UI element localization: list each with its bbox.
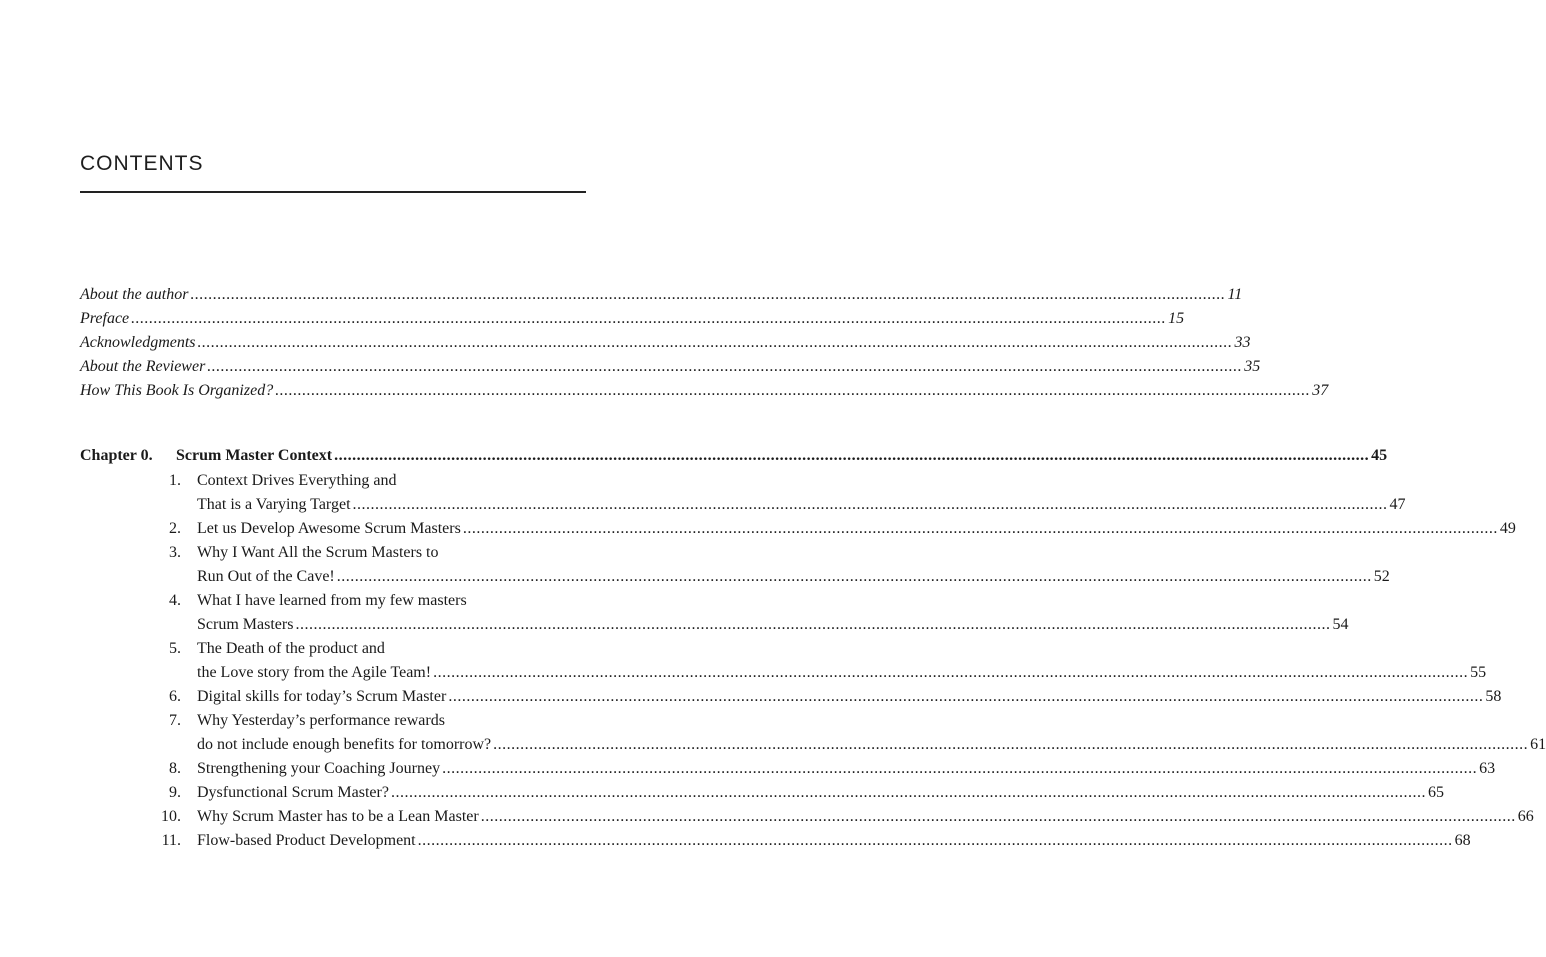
entry-page: 58 <box>1485 688 1502 705</box>
toc-entry[interactable] <box>80 757 1496 781</box>
toc-entry[interactable] <box>80 379 1329 403</box>
dot-leader <box>190 283 1225 307</box>
dot-leader <box>418 829 1453 853</box>
toc-page: 37 <box>1312 382 1329 399</box>
entry-number: 10. <box>161 808 181 825</box>
dot-leader <box>353 493 1388 517</box>
entry-number: 4. <box>169 592 181 609</box>
entry-page: 66 <box>1517 808 1534 825</box>
entry-page: 55 <box>1470 664 1487 681</box>
chapter-entry-list <box>80 469 1546 853</box>
toc-entry[interactable] <box>80 541 1390 589</box>
toc-page: 15 <box>1168 310 1185 327</box>
chapter-section <box>80 443 1546 853</box>
entry-title: the Love story from the Agile Team! <box>197 664 432 681</box>
toc-entry[interactable] <box>80 685 1502 709</box>
entry-title: Flow-based Product Development <box>197 832 416 849</box>
toc-page: 35 <box>1244 358 1261 375</box>
toc-title: Preface <box>80 310 130 327</box>
chapter-page: 45 <box>1371 447 1388 464</box>
toc-title: Acknowledgments <box>80 334 196 351</box>
toc-entry[interactable] <box>80 469 1406 517</box>
entry-number: 6. <box>169 688 181 705</box>
toc-entry[interactable] <box>80 637 1487 685</box>
toc-entry[interactable] <box>80 283 1243 307</box>
toc-entry[interactable] <box>80 805 1534 829</box>
toc-entry[interactable] <box>80 709 1546 757</box>
entry-number: 9. <box>169 784 181 801</box>
entry-title: Let us Develop Awesome Scrum Masters <box>197 520 461 537</box>
entry-title: That is a Varying Target <box>197 496 351 513</box>
toc-entry[interactable] <box>80 517 1516 541</box>
entry-page: 47 <box>1389 496 1406 513</box>
chapter-label: Chapter 0. <box>80 447 153 464</box>
dot-leader <box>337 565 1372 589</box>
dot-leader <box>493 733 1528 757</box>
entry-number: 7. <box>169 712 181 729</box>
toc-entry[interactable] <box>80 781 1444 805</box>
entry-title-line: What I have learned from my few masters <box>197 592 467 609</box>
toc-entry[interactable] <box>80 355 1261 379</box>
dot-leader <box>198 331 1233 355</box>
toc-entry[interactable] <box>80 307 1185 331</box>
entry-title-line: Why Yesterday’s performance rewards <box>197 712 445 729</box>
title-rule <box>80 191 586 193</box>
entry-title-line: The Death of the product and <box>197 640 385 657</box>
dot-leader <box>334 443 1369 469</box>
entry-number: 5. <box>169 640 181 657</box>
dot-leader <box>275 379 1310 403</box>
dot-leader <box>433 661 1468 685</box>
dot-leader <box>391 781 1426 805</box>
dot-leader <box>295 613 1330 637</box>
entry-number: 3. <box>169 544 181 561</box>
entry-title-line: Context Drives Everything and <box>197 472 397 489</box>
entry-number: 11. <box>161 832 181 849</box>
entry-number: 2. <box>169 520 181 537</box>
dot-leader <box>131 307 1166 331</box>
dot-leader <box>481 805 1516 829</box>
chapter-title: Scrum Master Context <box>176 447 333 464</box>
entry-page: 52 <box>1373 568 1390 585</box>
entry-title: Dysfunctional Scrum Master? <box>197 784 389 801</box>
dot-leader <box>207 355 1242 379</box>
toc-page: 11 <box>1227 286 1243 303</box>
page-title: CONTENTS <box>80 152 204 175</box>
toc-title: About the author <box>80 286 189 303</box>
entry-page: 63 <box>1479 760 1496 777</box>
chapter-heading[interactable] <box>80 443 1388 469</box>
toc-entry[interactable] <box>80 829 1471 853</box>
toc-title: How This Book Is Organized? <box>80 382 274 399</box>
toc-entry[interactable] <box>80 589 1349 637</box>
entry-page: 49 <box>1499 520 1516 537</box>
entry-title: Why Scrum Master has to be a Lean Master <box>197 808 479 825</box>
entry-number: 8. <box>169 760 181 777</box>
entry-number: 1. <box>169 472 181 489</box>
entry-title-line: Why I Want All the Scrum Masters to <box>197 544 439 561</box>
entry-title: Run Out of the Cave! <box>197 568 335 585</box>
entry-title: Scrum Masters <box>197 616 294 633</box>
entry-title: Strengthening your Coaching Journey <box>197 760 441 777</box>
entry-page: 65 <box>1427 784 1444 801</box>
toc-entry[interactable] <box>80 331 1251 355</box>
toc-page: 33 <box>1234 334 1251 351</box>
dot-leader <box>463 517 1498 541</box>
entry-title: Digital skills for today’s Scrum Master <box>197 688 447 705</box>
toc-title: About the Reviewer <box>80 358 206 375</box>
dot-leader <box>448 685 1483 709</box>
dot-leader <box>442 757 1477 781</box>
entry-title: do not include enough benefits for tomorrow? <box>197 736 492 753</box>
front-matter-list <box>80 283 1329 403</box>
entry-page: 68 <box>1454 832 1471 849</box>
entry-page: 61 <box>1530 736 1546 753</box>
entry-page: 54 <box>1332 616 1349 633</box>
